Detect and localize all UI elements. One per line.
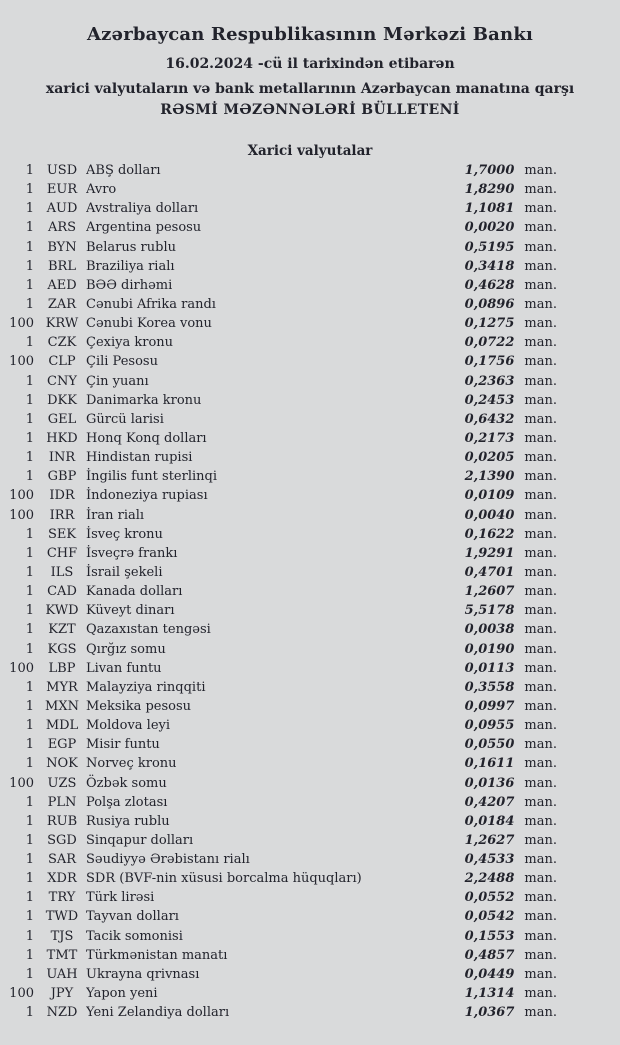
currency-code-cell: NOK xyxy=(46,756,78,772)
currency-name-cell: Çexiya kronu xyxy=(86,335,174,351)
currency-name-cell: İndoneziya rupiası xyxy=(86,488,208,504)
currency-code-cell: MDL xyxy=(45,718,79,734)
unit-cell: man. xyxy=(524,1005,557,1021)
currency-name-cell: Avstraliya dolları xyxy=(86,201,199,217)
currency-name-cell: Çili Pesosu xyxy=(86,354,158,370)
table-row xyxy=(0,448,620,467)
subtitle-line: xarici valyutaların və bank metallarının Azərbaycan manatına qarşı xyxy=(45,81,575,97)
table-row xyxy=(0,199,620,218)
quantity-cell: 100 xyxy=(9,507,34,523)
currency-code-cell: TWD xyxy=(45,909,79,925)
rate-cell: 0,0040 xyxy=(464,507,515,523)
unit-cell: man. xyxy=(524,775,557,791)
table-row xyxy=(0,659,620,678)
table-row xyxy=(0,486,620,505)
currency-name-cell: Cənubi Korea vonu xyxy=(86,316,212,332)
unit-cell: man. xyxy=(524,794,557,810)
quantity-cell: 1 xyxy=(25,564,34,580)
unit-cell: man. xyxy=(524,354,557,370)
currency-code-cell: GBP xyxy=(47,469,77,485)
quantity-cell: 1 xyxy=(25,890,34,906)
currency-name-cell: SDR (BVF-nin xüsusi borcalma hüquqları) xyxy=(86,871,362,887)
currency-name-cell: Danimarka kronu xyxy=(86,392,202,408)
rate-cell: 0,0190 xyxy=(464,641,515,657)
currency-name-cell: Kanada dolları xyxy=(86,584,183,600)
table-row xyxy=(0,582,620,601)
currency-code-cell: INR xyxy=(48,450,76,466)
table-row xyxy=(0,506,620,525)
table-row xyxy=(0,812,620,831)
effective-date-line: 16.02.2024 -cü il tarixindən etibarən xyxy=(165,56,455,72)
currency-code-cell: GEL xyxy=(47,411,77,427)
unit-cell: man. xyxy=(524,507,557,523)
currency-code-cell: DKK xyxy=(47,392,77,408)
currency-code-cell: AED xyxy=(47,277,77,293)
table-row xyxy=(0,601,620,620)
rate-cell: 1,9291 xyxy=(464,545,515,561)
rate-cell: 0,0136 xyxy=(464,775,515,791)
currency-name-cell: Özbək somu xyxy=(86,775,167,791)
rates-table xyxy=(0,161,620,1022)
table-row xyxy=(0,907,620,926)
table-row xyxy=(0,257,620,276)
table-row xyxy=(0,774,620,793)
quantity-cell: 100 xyxy=(9,354,34,370)
currency-name-cell: Tayvan dolları xyxy=(86,909,179,925)
unit-cell: man. xyxy=(524,698,557,714)
rate-cell: 0,0205 xyxy=(464,450,515,466)
currency-code-cell: HKD xyxy=(46,430,78,446)
table-row xyxy=(0,754,620,773)
currency-code-cell: KRW xyxy=(45,316,79,332)
currency-name-cell: Yapon yeni xyxy=(86,986,158,1002)
rate-cell: 0,3418 xyxy=(464,258,515,274)
currency-code-cell: KWD xyxy=(45,603,79,619)
rate-cell: 1,1314 xyxy=(464,986,515,1002)
unit-cell: man. xyxy=(524,373,557,389)
currency-code-cell: MYR xyxy=(46,679,78,695)
rate-cell: 1,8290 xyxy=(464,182,515,198)
unit-cell: man. xyxy=(524,564,557,580)
rate-cell: 0,0038 xyxy=(464,622,515,638)
unit-cell: man. xyxy=(524,220,557,236)
currency-name-cell: Qazaxıstan tengəsi xyxy=(86,622,211,638)
currency-name-cell: Honq Konq dolları xyxy=(86,430,207,446)
currency-name-cell: Türkmənistan manatı xyxy=(86,947,228,963)
table-row xyxy=(0,429,620,448)
quantity-cell: 100 xyxy=(9,775,34,791)
currency-code-cell: SEK xyxy=(47,526,77,542)
unit-cell: man. xyxy=(524,469,557,485)
currency-name-cell: İsrail şekeli xyxy=(86,564,163,580)
table-row xyxy=(0,946,620,965)
quantity-cell: 1 xyxy=(25,871,34,887)
currency-code-cell: CHF xyxy=(46,545,78,561)
currency-code-cell: MXN xyxy=(45,698,79,714)
quantity-cell: 1 xyxy=(25,411,34,427)
quantity-cell: 1 xyxy=(25,832,34,848)
currency-name-cell: İngilis funt sterlinqi xyxy=(86,469,217,485)
quantity-cell: 1 xyxy=(25,794,34,810)
unit-cell: man. xyxy=(524,737,557,753)
rate-cell: 0,0542 xyxy=(464,909,515,925)
unit-cell: man. xyxy=(524,718,557,734)
quantity-cell: 1 xyxy=(25,966,34,982)
table-row xyxy=(0,831,620,850)
quantity-cell: 1 xyxy=(25,545,34,561)
unit-cell: man. xyxy=(524,813,557,829)
currency-name-cell: Ukrayna qrivnası xyxy=(86,966,200,982)
currency-name-cell: Argentina pesosu xyxy=(86,220,202,236)
quantity-cell: 1 xyxy=(25,296,34,312)
table-row xyxy=(0,333,620,352)
currency-code-cell: SAR xyxy=(47,852,77,868)
unit-cell: man. xyxy=(524,947,557,963)
currency-code-cell: USD xyxy=(46,163,78,178)
currency-code-cell: NZD xyxy=(46,1005,78,1021)
rate-cell: 0,3558 xyxy=(464,679,515,695)
quantity-cell: 100 xyxy=(9,488,34,504)
rate-cell: 0,0722 xyxy=(464,335,515,351)
rate-cell: 0,0113 xyxy=(464,660,515,676)
currency-name-cell: Gürcü larisi xyxy=(86,411,164,427)
unit-cell: man. xyxy=(524,928,557,944)
quantity-cell: 1 xyxy=(25,335,34,351)
table-row xyxy=(0,620,620,639)
currency-name-cell: İsveç kronu xyxy=(86,526,163,542)
table-row xyxy=(0,238,620,257)
quantity-cell: 1 xyxy=(25,373,34,389)
unit-cell: man. xyxy=(524,526,557,542)
unit-cell: man. xyxy=(524,335,557,351)
rate-cell: 1,2627 xyxy=(464,832,515,848)
currency-name-cell: Braziliya rialı xyxy=(86,258,175,274)
table-row xyxy=(0,295,620,314)
unit-cell: man. xyxy=(524,201,557,217)
unit-cell: man. xyxy=(524,986,557,1002)
quantity-cell: 1 xyxy=(25,603,34,619)
currency-code-cell: KGS xyxy=(47,641,77,657)
rate-cell: 0,2453 xyxy=(464,392,515,408)
currency-name-cell: Tacik somonisi xyxy=(86,928,183,944)
table-row xyxy=(0,1003,620,1022)
quantity-cell: 1 xyxy=(25,163,34,178)
currency-name-cell: Livan funtu xyxy=(86,660,162,676)
quantity-cell: 1 xyxy=(25,852,34,868)
unit-cell: man. xyxy=(524,852,557,868)
rate-cell: 0,0552 xyxy=(464,890,515,906)
currency-name-cell: Avro xyxy=(86,182,117,198)
quantity-cell: 1 xyxy=(25,220,34,236)
unit-cell: man. xyxy=(524,258,557,274)
quantity-cell: 1 xyxy=(25,526,34,542)
table-row xyxy=(0,161,620,180)
currency-code-cell: CZK xyxy=(47,335,77,351)
currency-name-cell: ABŞ dolları xyxy=(86,163,161,178)
currency-name-cell: İran rialı xyxy=(86,507,145,523)
table-row xyxy=(0,372,620,391)
currency-code-cell: XDR xyxy=(47,871,77,887)
quantity-cell: 1 xyxy=(25,469,34,485)
currency-code-cell: EGP xyxy=(47,737,77,753)
rate-cell: 0,0955 xyxy=(464,718,515,734)
currency-code-cell: SGD xyxy=(47,832,77,848)
currency-code-cell: IDR xyxy=(49,488,75,504)
quantity-cell: 1 xyxy=(25,182,34,198)
rate-cell: 0,4628 xyxy=(464,277,515,293)
unit-cell: man. xyxy=(524,832,557,848)
rate-cell: 0,4207 xyxy=(464,794,515,810)
currency-name-cell: Türk lirəsi xyxy=(86,890,155,906)
quantity-cell: 1 xyxy=(25,1005,34,1021)
table-row xyxy=(0,869,620,888)
currency-name-cell: Misir funtu xyxy=(86,737,160,753)
quantity-cell: 1 xyxy=(25,737,34,753)
currency-name-cell: Polşa zlotası xyxy=(86,794,168,810)
rate-cell: 2,1390 xyxy=(464,469,515,485)
table-row xyxy=(0,391,620,410)
unit-cell: man. xyxy=(524,584,557,600)
table-row xyxy=(0,984,620,1003)
rate-cell: 0,1622 xyxy=(464,526,515,542)
table-row xyxy=(0,352,620,371)
table-row xyxy=(0,180,620,199)
currency-name-cell: Hindistan rupisi xyxy=(86,450,193,466)
quantity-cell: 1 xyxy=(25,641,34,657)
rate-cell: 0,4857 xyxy=(464,947,515,963)
quantity-cell: 1 xyxy=(25,813,34,829)
unit-cell: man. xyxy=(524,277,557,293)
quantity-cell: 1 xyxy=(25,947,34,963)
rate-cell: 0,4533 xyxy=(464,852,515,868)
currency-code-cell: BRL xyxy=(48,258,76,274)
unit-cell: man. xyxy=(524,163,557,178)
unit-cell: man. xyxy=(524,545,557,561)
unit-cell: man. xyxy=(524,603,557,619)
table-row xyxy=(0,640,620,659)
currency-code-cell: JPY xyxy=(50,986,74,1002)
rate-cell: 0,4701 xyxy=(464,564,515,580)
currency-name-cell: BƏƏ dirhəmi xyxy=(86,277,173,293)
rate-cell: 0,2363 xyxy=(464,373,515,389)
quantity-cell: 1 xyxy=(25,756,34,772)
unit-cell: man. xyxy=(524,871,557,887)
section-title: Xarici valyutalar xyxy=(247,143,373,159)
quantity-cell: 1 xyxy=(25,392,34,408)
table-row xyxy=(0,850,620,869)
currency-code-cell: AUD xyxy=(46,201,78,217)
unit-cell: man. xyxy=(524,679,557,695)
currency-code-cell: TRY xyxy=(48,890,76,906)
currency-code-cell: CNY xyxy=(47,373,77,389)
rate-cell: 0,5195 xyxy=(464,239,515,255)
unit-cell: man. xyxy=(524,392,557,408)
quantity-cell: 1 xyxy=(25,430,34,446)
quantity-cell: 1 xyxy=(25,277,34,293)
unit-cell: man. xyxy=(524,641,557,657)
unit-cell: man. xyxy=(524,296,557,312)
table-row xyxy=(0,314,620,333)
currency-name-cell: Səudiyyə Ərəbistanı rialı xyxy=(86,852,250,868)
quantity-cell: 100 xyxy=(9,986,34,1002)
table-row xyxy=(0,218,620,237)
currency-code-cell: CLP xyxy=(48,354,76,370)
table-row xyxy=(0,716,620,735)
currency-name-cell: Norveç kronu xyxy=(86,756,177,772)
currency-name-cell: Yeni Zelandiya dolları xyxy=(86,1005,230,1021)
rate-cell: 0,0997 xyxy=(464,698,515,714)
unit-cell: man. xyxy=(524,488,557,504)
currency-code-cell: ARS xyxy=(47,220,77,236)
currency-name-cell: Cənubi Afrika randı xyxy=(86,296,216,312)
rate-cell: 2,2488 xyxy=(464,871,515,887)
rate-cell: 1,0367 xyxy=(464,1005,515,1021)
currency-name-cell: Belarus rublu xyxy=(86,239,176,255)
currency-code-cell: TJS xyxy=(50,928,74,944)
rate-cell: 0,0184 xyxy=(464,813,515,829)
currency-code-cell: PLN xyxy=(47,794,77,810)
currency-name-cell: İsveçrə frankı xyxy=(86,545,178,561)
quantity-cell: 1 xyxy=(25,239,34,255)
unit-cell: man. xyxy=(524,411,557,427)
table-row xyxy=(0,888,620,907)
currency-name-cell: Çin yuanı xyxy=(86,373,149,389)
rate-cell: 0,0109 xyxy=(464,488,515,504)
rate-cell: 1,1081 xyxy=(464,201,515,217)
unit-cell: man. xyxy=(524,316,557,332)
quantity-cell: 1 xyxy=(25,622,34,638)
table-row xyxy=(0,525,620,544)
rate-cell: 0,6432 xyxy=(464,411,515,427)
quantity-cell: 1 xyxy=(25,679,34,695)
table-row xyxy=(0,735,620,754)
rate-cell: 0,1553 xyxy=(464,928,515,944)
currency-code-cell: BYN xyxy=(47,239,77,255)
rate-cell: 0,1275 xyxy=(464,316,515,332)
table-row xyxy=(0,793,620,812)
rate-cell: 1,2607 xyxy=(464,584,515,600)
rate-cell: 1,7000 xyxy=(464,163,515,178)
currency-code-cell: ILS xyxy=(50,564,74,580)
unit-cell: man. xyxy=(524,239,557,255)
currency-code-cell: CAD xyxy=(47,584,77,600)
rate-cell: 0,0020 xyxy=(464,220,515,236)
currency-code-cell: UZS xyxy=(47,775,77,791)
rate-cell: 0,1611 xyxy=(464,756,515,772)
rate-cell: 0,0449 xyxy=(464,966,515,982)
quantity-cell: 1 xyxy=(25,718,34,734)
currency-code-cell: EUR xyxy=(46,182,78,198)
table-row xyxy=(0,563,620,582)
currency-name-cell: Malayziya rinqqiti xyxy=(86,679,206,695)
currency-name-cell: Meksika pesosu xyxy=(86,698,192,714)
rate-cell: 0,0550 xyxy=(464,737,515,753)
quantity-cell: 1 xyxy=(25,928,34,944)
bulletin-title: RƏSMİ MƏZƏNNƏLƏRİ BÜLLETENİ xyxy=(160,102,460,118)
currency-code-cell: TMT xyxy=(46,947,78,963)
unit-cell: man. xyxy=(524,450,557,466)
table-row xyxy=(0,410,620,429)
currency-name-cell: Küveyt dinarı xyxy=(86,603,175,619)
currency-name-cell: Moldova leyi xyxy=(86,718,171,734)
rate-cell: 5,5178 xyxy=(464,603,515,619)
unit-cell: man. xyxy=(524,430,557,446)
table-row xyxy=(0,965,620,984)
unit-cell: man. xyxy=(524,966,557,982)
quantity-cell: 100 xyxy=(9,660,34,676)
currency-name-cell: Qırğız somu xyxy=(86,641,166,657)
currency-code-cell: KZT xyxy=(48,622,76,638)
unit-cell: man. xyxy=(524,182,557,198)
quantity-cell: 1 xyxy=(25,258,34,274)
rate-cell: 0,0896 xyxy=(464,296,515,312)
table-row xyxy=(0,678,620,697)
table-row xyxy=(0,697,620,716)
currency-code-cell: ZAR xyxy=(47,296,77,312)
quantity-cell: 100 xyxy=(9,316,34,332)
bank-title: Azərbaycan Respublikasının Mərkəzi Bankı xyxy=(86,24,534,45)
table-row xyxy=(0,927,620,946)
quantity-cell: 1 xyxy=(25,698,34,714)
quantity-cell: 1 xyxy=(25,909,34,925)
unit-cell: man. xyxy=(524,890,557,906)
table-row xyxy=(0,467,620,486)
currency-code-cell: LBP xyxy=(48,660,76,676)
rate-cell: 0,1756 xyxy=(464,354,515,370)
quantity-cell: 1 xyxy=(25,201,34,217)
currency-name-cell: Rusiya rublu xyxy=(86,813,170,829)
quantity-cell: 1 xyxy=(25,584,34,600)
currency-code-cell: RUB xyxy=(46,813,78,829)
rate-cell: 0,2173 xyxy=(464,430,515,446)
unit-cell: man. xyxy=(524,660,557,676)
currency-code-cell: IRR xyxy=(49,507,75,523)
quantity-cell: 1 xyxy=(25,450,34,466)
unit-cell: man. xyxy=(524,756,557,772)
unit-cell: man. xyxy=(524,622,557,638)
currency-name-cell: Sinqapur dolları xyxy=(86,832,194,848)
unit-cell: man. xyxy=(524,909,557,925)
table-row xyxy=(0,276,620,295)
currency-code-cell: UAH xyxy=(46,966,78,982)
table-row xyxy=(0,544,620,563)
